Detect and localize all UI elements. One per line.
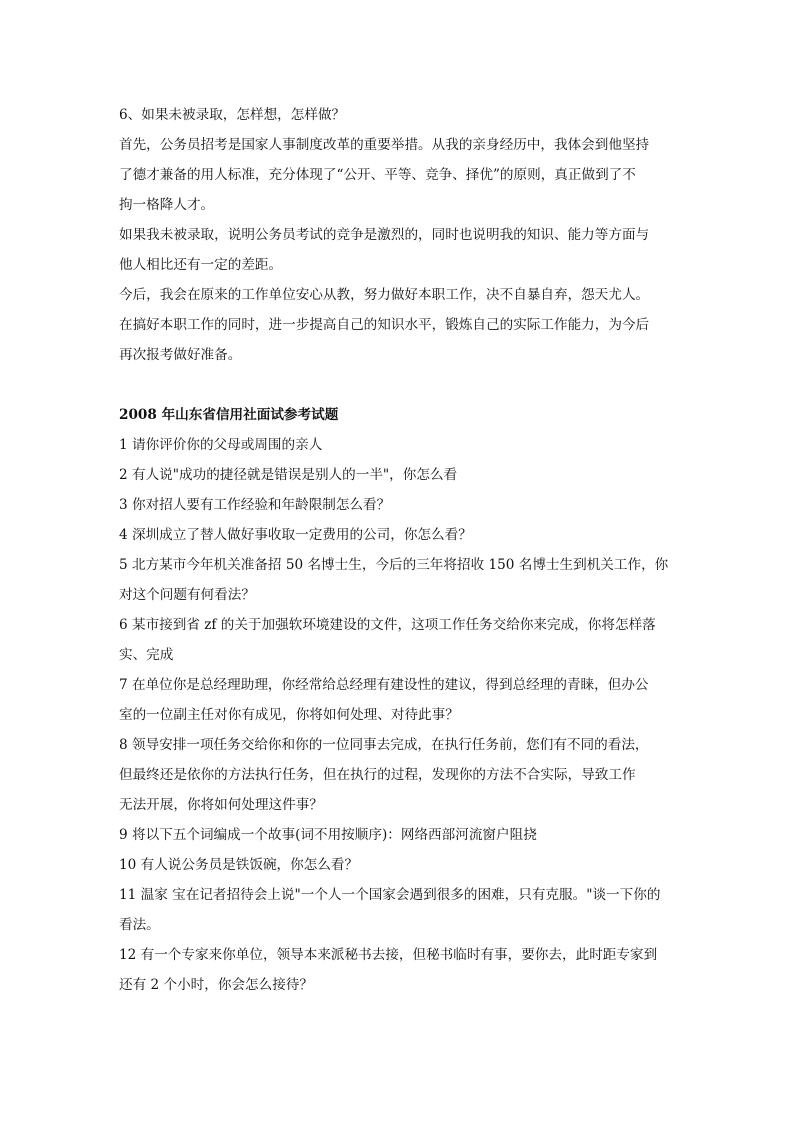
- question-9: 9 将以下五个词编成一个故事(词不用按顺序)：网络西部河流窗户阻挠: [119, 827, 537, 843]
- question-3: 3 你对招人要有工作经验和年龄限制怎么看？: [119, 497, 391, 513]
- answer-paragraph-3-line-3: 再次报考做好准备。: [119, 347, 242, 363]
- question-11-line-1: 11 温家 宝在记者招待会上说"一个人一个国家会遇到很多的困难，只有克服。"谈一下你的: [119, 887, 661, 903]
- question-8-line-2: 但最终还是依你的方法执行任务，但在执行的过程，发现你的方法不合实际，导致工作: [119, 767, 636, 783]
- question-4: 4 深圳成立了替人做好事收取一定费用的公司，你怎么看？: [119, 527, 472, 543]
- question-6-line-2: 实、完成: [119, 647, 174, 663]
- answer-paragraph-3-line-2: 在搞好本职工作的同时，进一步提高自己的知识水平，锻炼自己的实际工作能力，为今后: [119, 317, 650, 333]
- question-12-line-2: 还有 2 个小时，你会怎么接待？: [119, 977, 314, 993]
- answer-paragraph-1-line-1: 首先，公务员招考是国家人事制度改革的重要举措。从我的亲身经历中，我体会到他坚持: [119, 137, 650, 153]
- question-7-line-1: 7 在单位你是总经理助理，你经常给总经理有建设性的建议，得到总经理的青睐，但办公: [119, 677, 649, 693]
- answer-paragraph-2-line-2: 他人相比还有一定的差距。: [119, 257, 283, 273]
- question-8-line-3: 无法开展，你将如何处理这件事？: [119, 797, 323, 813]
- question-5-line-1: 5 北方某市今年机关准备招 50 名博士生，今后的三年将招收 150 名博士生到机关工作，你: [119, 557, 669, 573]
- question-7-line-2: 室的一位副主任对你有成见，你将如何处理、对待此事？: [119, 707, 459, 723]
- question-11-line-2: 看法。: [119, 917, 160, 933]
- answer-paragraph-3-line-1: 今后，我会在原来的工作单位安心从教，努力做好本职工作，决不自暴自弃，怨天尤人。: [119, 287, 650, 303]
- document-body: [119, 100, 679, 1000]
- answer-paragraph-1-line-3: 拘一格降人才。: [119, 197, 215, 213]
- section-title: 2008 年山东省信用社面试参考试题: [119, 407, 339, 423]
- question-8-line-1: 8 领导安排一项任务交给你和你的一位同事去完成，在执行任务前，您们有不同的看法，: [119, 737, 649, 753]
- answer-paragraph-2-line-1: 如果我未被录取，说明公务员考试的竞争是激烈的，同时也说明我的知识、能力等方面与: [119, 227, 650, 243]
- question-5-line-2: 对这个问题有何看法？: [119, 587, 255, 603]
- question-6-heading: 6、如果未被录取，怎样想，怎样做？: [119, 107, 346, 123]
- question-1: 1 请你评价你的父母或周围的亲人: [119, 437, 323, 453]
- answer-paragraph-1-line-2: 了德才兼备的用人标准，充分体现了“公开、平等、竞争、择优”的原则，真正做到了不: [119, 167, 636, 183]
- question-12-line-1: 12 有一个专家来你单位，领导本来派秘书去接，但秘书临时有事，要你去，此时距专家到: [119, 947, 658, 963]
- section-gap: [119, 370, 679, 400]
- question-10: 10 有人说公务员是铁饭碗，你怎么看？: [119, 857, 359, 873]
- question-6-line-1: 6 某市接到省 zf 的关于加强软环境建设的文件，这项工作任务交给你来完成，你将怎样落: [119, 617, 656, 633]
- question-2: 2 有人说"成功的捷径就是错误是别人的一半"，你怎么看: [119, 467, 458, 483]
